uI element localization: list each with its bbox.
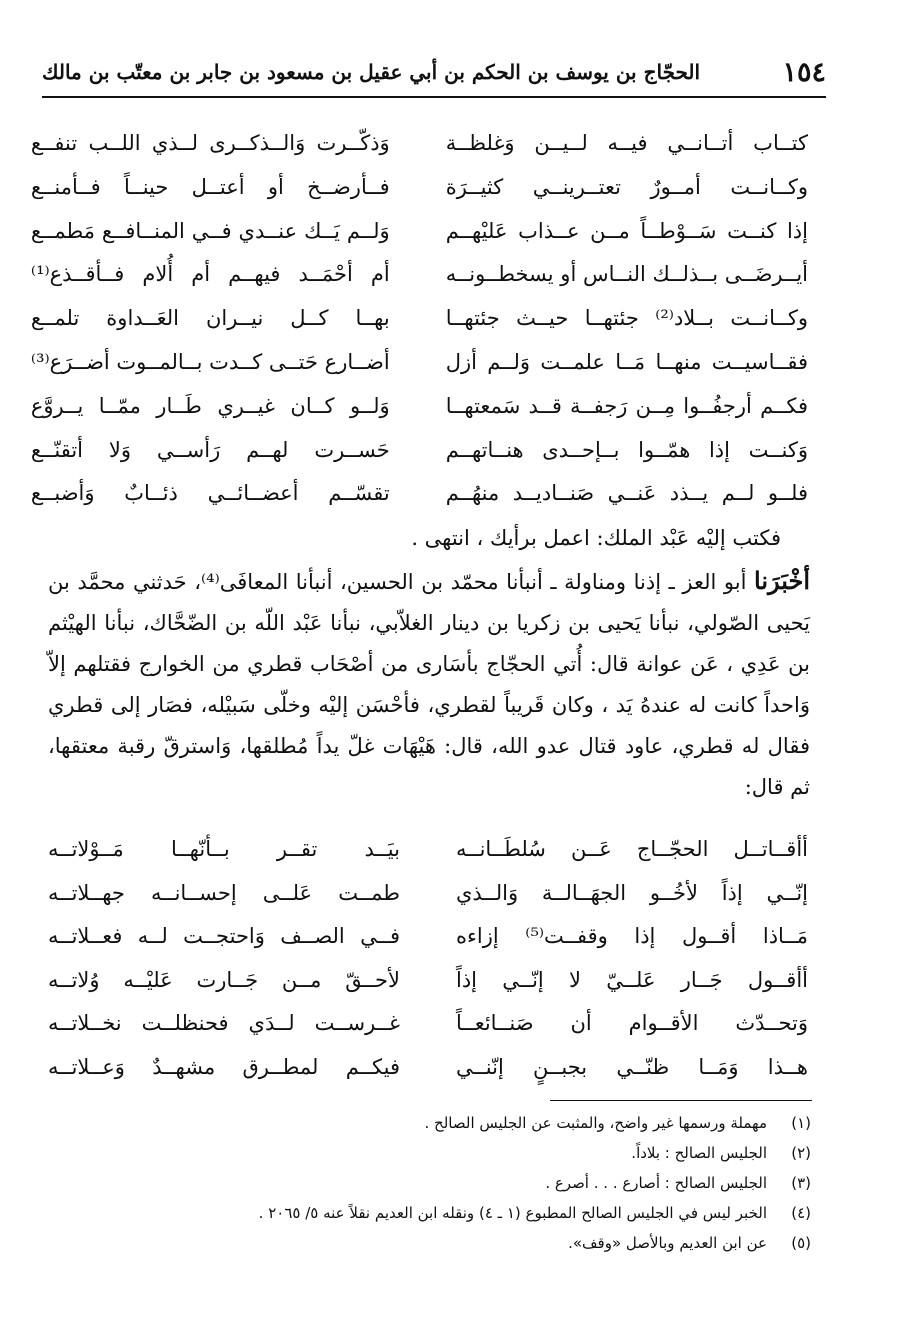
verse-left-hemistich: وَلــم يَــك عنــدي فــي المنــافــع مَطمــع [30, 218, 390, 243]
poem-second [48, 828, 808, 1090]
prose-lead-word: أخْبَرَنا [754, 566, 810, 595]
footnotes [171, 1108, 811, 1258]
verse-left-hemistich: وَذكّــرت وَالــذكــرى لــذي اللــب تنفــع [30, 131, 390, 155]
footnote-text: الجليس الصالح : بلاداً. [631, 1144, 767, 1162]
verse-left-hemistich: فــأرضــخ أو أعتــل حينــاً فــأمنــع [30, 174, 390, 199]
footnote-number: (١) [791, 1114, 811, 1132]
verse-right-hemistich: فلــو لــم يــذد عَنــي صَنــاديــد منهُــم [445, 481, 808, 506]
verse-left-hemistich: أم أحْمَــد فيهــم أم أُلام فــأقــذع⁽¹⁾ [30, 262, 390, 287]
verse-left-hemistich: لأحــقّ مــن جَــارت عَليْــه وُلاتــه [48, 967, 400, 992]
verse-right-hemistich: فقــاسيــت منهــا مَــا علمــت وَلــم أزل [445, 349, 808, 374]
verse-right-hemistich: وكــانــت بــلاد⁽²⁾ جئتهــا حيــث جئتهــا [445, 306, 808, 331]
verse-right-hemistich: وَكنــت إذا همّــوا بــإحــدى هنــاتهــم [445, 437, 808, 462]
verse-left-hemistich: غــرســت لــدَي فحنظلــت نخــلاتــه [48, 1011, 400, 1036]
verse-left-hemistich: وَلــو كــان غيــري طَــار ممّــا يــروَّع [30, 393, 390, 418]
footnote-number: (٤) [791, 1204, 811, 1222]
running-title: الحجّاج بن يوسف بن الحكم بن أبي عقيل بن مسعود بن جابر بن معتّب بن مالك [42, 60, 701, 84]
footnote-number: (٢) [791, 1144, 811, 1162]
footnote-rule [550, 1100, 812, 1101]
footnote-number: (٥) [791, 1234, 811, 1252]
verse-right-hemistich: هــذا وَمَــا ظنّــي بجبــنٍ إنّنــي [456, 1054, 808, 1079]
footnote [171, 1168, 811, 1198]
verse-right-hemistich: أأقــول جَــار عَلــيّ لا إنّــي إذاً [456, 967, 808, 992]
closing-line: فكتب إليْه عَبْد الملك: اعمل برأيك ، انتهى . [411, 526, 781, 550]
footnote-text: عن ابن العديم وبالأصل «وقف». [568, 1234, 767, 1252]
verse-right-hemistich: مَــاذا أقــول إذا وقفــت⁽⁵⁾ إزاءه [456, 924, 808, 949]
footnote-text: الجليس الصالح : أصارع . . . أصرع . [545, 1174, 767, 1192]
verse-left-hemistich: حَســرت لهــم رَأســي وَلا أتقنّــع [30, 437, 390, 462]
footnote [171, 1138, 811, 1168]
verse-left-hemistich: بهــا كــل نيــران العَــداوة تلمــع [30, 306, 390, 331]
verse-right-hemistich: إذا كنــت سَــوْطــاً مــن عــذاب عَليْهــم [445, 218, 808, 243]
verse-right-hemistich: أيــرضَــى بــذلــك النــاس أو يسخطــونــه [445, 262, 808, 287]
verse-right-hemistich: إنّــي إذاً لأخُــو الجهَــالــة وَالــذي [456, 880, 808, 905]
verse-right-hemistich: وكــانــت أمــورٌ تعتــرينــي كثيــرَة [445, 174, 808, 199]
verse-left-hemistich: فــي الصــف وَاحتجــت لــه فعــلاتــه [48, 924, 400, 949]
verse-right-hemistich: أأقــاتــل الحجّــاج عَــن سُلطَــانــه [456, 837, 808, 861]
prose-paragraph [48, 560, 810, 808]
footnote-text: الخبر ليس في الجليس الصالح المطبوع (١ ـ ٤) ونقله ابن العديم نقلاً عنه ٥/ ٢٠٦٥ . [258, 1204, 767, 1222]
header-rule [42, 96, 826, 98]
verse-left-hemistich: تقسّــم أعضــائــي ذئــابٌ وَأضبــع [30, 481, 390, 506]
footnote [171, 1108, 811, 1138]
poem-first [30, 122, 808, 516]
verse-left-hemistich: طمــت عَلــى إحســانــه جهــلاتــه [48, 880, 400, 905]
verse-right-hemistich: فكــم أرجفُــوا مِــن رَجفــة قــد سَمعتهــا [445, 393, 808, 418]
verse-right-hemistich: كتــاب أتــانــي فيــه لــيــن وَغلظــة [445, 131, 808, 155]
verse-left-hemistich: أضــارع حَتــى كــدت بــالمــوت أضــرَع⁽³⁾ [30, 349, 390, 374]
page-header [42, 52, 826, 92]
footnote-number: (٣) [791, 1174, 811, 1192]
verse-right-hemistich: وَتحــدّث الأقــوام أن صَنــائعــاً [456, 1011, 808, 1036]
verse-left-hemistich: بيَــد تقــر بــأنّهــا مَــوْلاتــه [48, 837, 400, 861]
page-number: ١٥٤ [782, 56, 826, 88]
prose-body: أبو العز ـ إذنا ومناولة ـ أنبأنا محمّد بن الحسين، أنبأنا المعافَى⁽⁴⁾، حَدثني محمَّد بن يَحيى الصّولي، نبأنا يَحيى بن زكريا بن دينار الغلاّبي، نبأنا عَبْد اللّه بن الضّحَّاك، نبأنا الهيْثم بن عَدِي ، عَن عوانة قال: أُتي الحجّاج بأسَارى من أصْحَاب قطري من الخوارج فقتلهم إلاّ وَاحداً كانت له عندهُ يَد ، وكان قَريباً لقطري، فأحْسَن إليْه وخلّى سَبيْله، فصَار إلى قطري فقال له قطري، عاود قتال عدو الله، قال: هَيْهَات غلّ يداً مُطلقها، وَاسترقّ رقبة معتقها، ثم قال: [48, 570, 810, 799]
verse-left-hemistich: فيكــم لمطــرق مشهــدٌ وَعــلاتــه [48, 1054, 400, 1079]
footnote-text: مهملة ورسمها غير واضح، والمثبت عن الجليس الصالح . [424, 1114, 767, 1132]
footnote [171, 1228, 811, 1258]
footnote [171, 1198, 811, 1228]
